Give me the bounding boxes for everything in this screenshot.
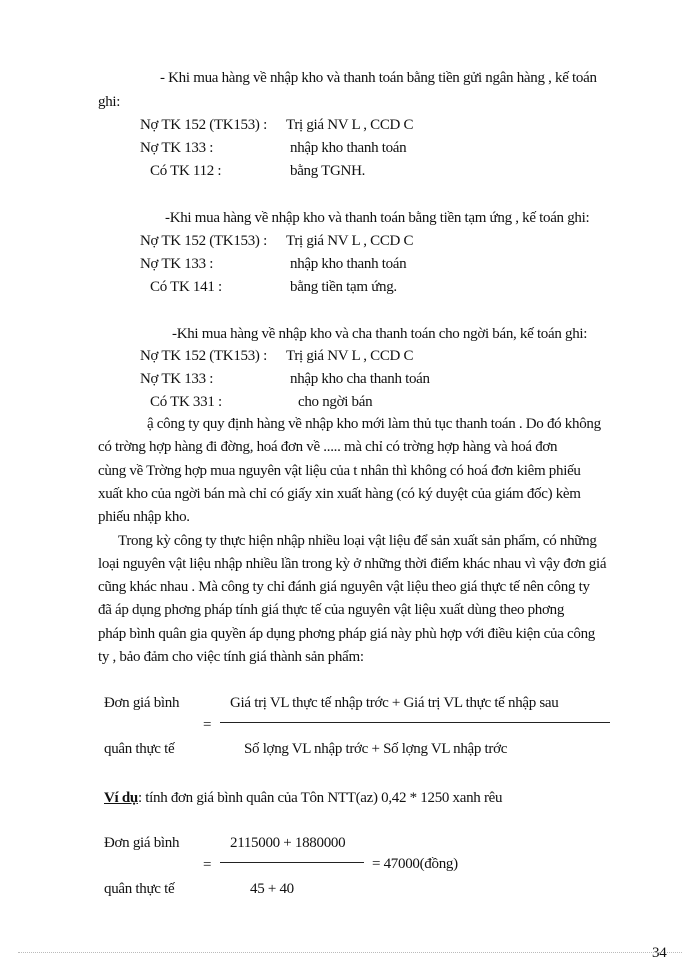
paragraph-line: đã áp dụng phơng pháp tính giá thực tế của nguyên vật liệu xuất dùng theo phơng bbox=[98, 602, 565, 618]
entry-debit-left: Nợ TK 152 (TK153) : bbox=[140, 117, 267, 133]
entry-credit-right: cho ngời bán bbox=[298, 394, 373, 410]
example-text: : tính đơn giá bình quân của Tôn NTT(az) 0,42 * 1250 xanh rêu bbox=[137, 790, 503, 806]
formula-numerator: Giá trị VL thực tế nhập trớc + Giá trị VL thực tế nhập sau bbox=[230, 695, 559, 711]
entry-vat-left: Nợ TK 133 : bbox=[140, 140, 214, 156]
example-equals: = bbox=[203, 857, 212, 873]
paragraph-line: cũng khác nhau . Mà công ty chỉ đánh giá nguyên vật liệu theo giá thực tế nên công ty bbox=[98, 579, 590, 595]
fraction-bar bbox=[220, 862, 364, 863]
entry-debit-right: Trị giá NV L , CCD C bbox=[286, 233, 414, 249]
entry-credit-left: Có TK 112 : bbox=[150, 163, 222, 179]
entry-credit-left: Có TK 141 : bbox=[150, 279, 222, 295]
formula-lhs-top: Đơn giá bình bbox=[104, 695, 180, 711]
section1-intro: - Khi mua hàng về nhập kho và thanh toán bằng tiền gửi ngân hàng , kế toán bbox=[160, 70, 597, 86]
paragraph-line: ậ công ty quy định hàng về nhập kho mới làm thủ tục thanh toán . Do đó không bbox=[147, 416, 601, 432]
paragraph-line: Trong kỳ công ty thực hiện nhập nhiều loại vật liệu để sản xuất sản phẩm, có những bbox=[118, 533, 597, 549]
entry-vat-left: Nợ TK 133 : bbox=[140, 256, 214, 272]
entry-debit-right: Trị giá NV L , CCD C bbox=[286, 117, 414, 133]
entry-credit-left: Có TK 331 : bbox=[150, 394, 222, 410]
example-numerator: 2115000 + 1880000 bbox=[230, 835, 346, 851]
page-number: 34 bbox=[652, 945, 667, 961]
entry-vat-right: nhập kho thanh toán bbox=[290, 140, 407, 156]
paragraph-line: loại nguyên vật liệu nhập nhiều lần trong kỳ ở những thời điểm khác nhau vì vậy đơn giá bbox=[98, 556, 607, 572]
entry-debit-right: Trị giá NV L , CCD C bbox=[286, 348, 414, 364]
formula-denominator: Số lợng VL nhập trớc + Số lợng VL nhập trớc bbox=[244, 741, 508, 757]
entry-vat-right: nhập kho cha thanh toán bbox=[290, 371, 430, 387]
entry-vat-left: Nợ TK 133 : bbox=[140, 371, 214, 387]
entry-debit-left: Nợ TK 152 (TK153) : bbox=[140, 348, 267, 364]
example-result: = 47000(đồng) bbox=[372, 856, 458, 872]
paragraph-line: có trờng hợp hàng đi đờng, hoá đơn về ..... mà chỉ có trờng hợp hàng và hoá đơn bbox=[98, 439, 558, 455]
entry-credit-right: bằng TGNH. bbox=[290, 163, 366, 179]
paragraph-line: cùng về Trờng hợp mua nguyên vật liệu của t nhân thì không có hoá đơn kiêm phiếu bbox=[98, 463, 581, 479]
entry-debit-left: Nợ TK 152 (TK153) : bbox=[140, 233, 267, 249]
fraction-bar bbox=[220, 722, 610, 723]
paragraph-line: phiếu nhập kho. bbox=[98, 509, 190, 525]
section3-intro: -Khi mua hàng về nhập kho và cha thanh toán cho ngời bán, kế toán ghi: bbox=[172, 326, 588, 342]
example-lhs-top: Đơn giá bình bbox=[104, 835, 180, 851]
entry-vat-right: nhập kho thanh toán bbox=[290, 256, 407, 272]
footer-divider bbox=[18, 952, 682, 953]
section2-intro: -Khi mua hàng về nhập kho và thanh toán bằng tiền tạm ứng , kế toán ghi: bbox=[165, 210, 590, 226]
example-denominator: 45 + 40 bbox=[250, 881, 294, 897]
example-label: Ví dụ bbox=[104, 790, 138, 806]
paragraph-line: pháp bình quân gia quyền áp dụng phơng pháp giá này phù hợp với điều kiện của công bbox=[98, 626, 596, 642]
paragraph-line: ty , bảo đảm cho việc tính giá thành sản phẩm: bbox=[98, 649, 364, 665]
example-lhs-bottom: quân thực tế bbox=[104, 881, 175, 897]
formula-equals: = bbox=[203, 717, 212, 733]
section1-intro-cont: ghi: bbox=[98, 94, 121, 110]
example-line bbox=[104, 789, 502, 807]
entry-credit-right: bằng tiền tạm ứng. bbox=[290, 279, 397, 295]
paragraph-line: xuất kho của ngời bán mà chỉ có giấy xin xuất hàng (có ký duyệt của giám đốc) kèm bbox=[98, 486, 581, 502]
formula-lhs-bottom: quân thực tế bbox=[104, 741, 175, 757]
